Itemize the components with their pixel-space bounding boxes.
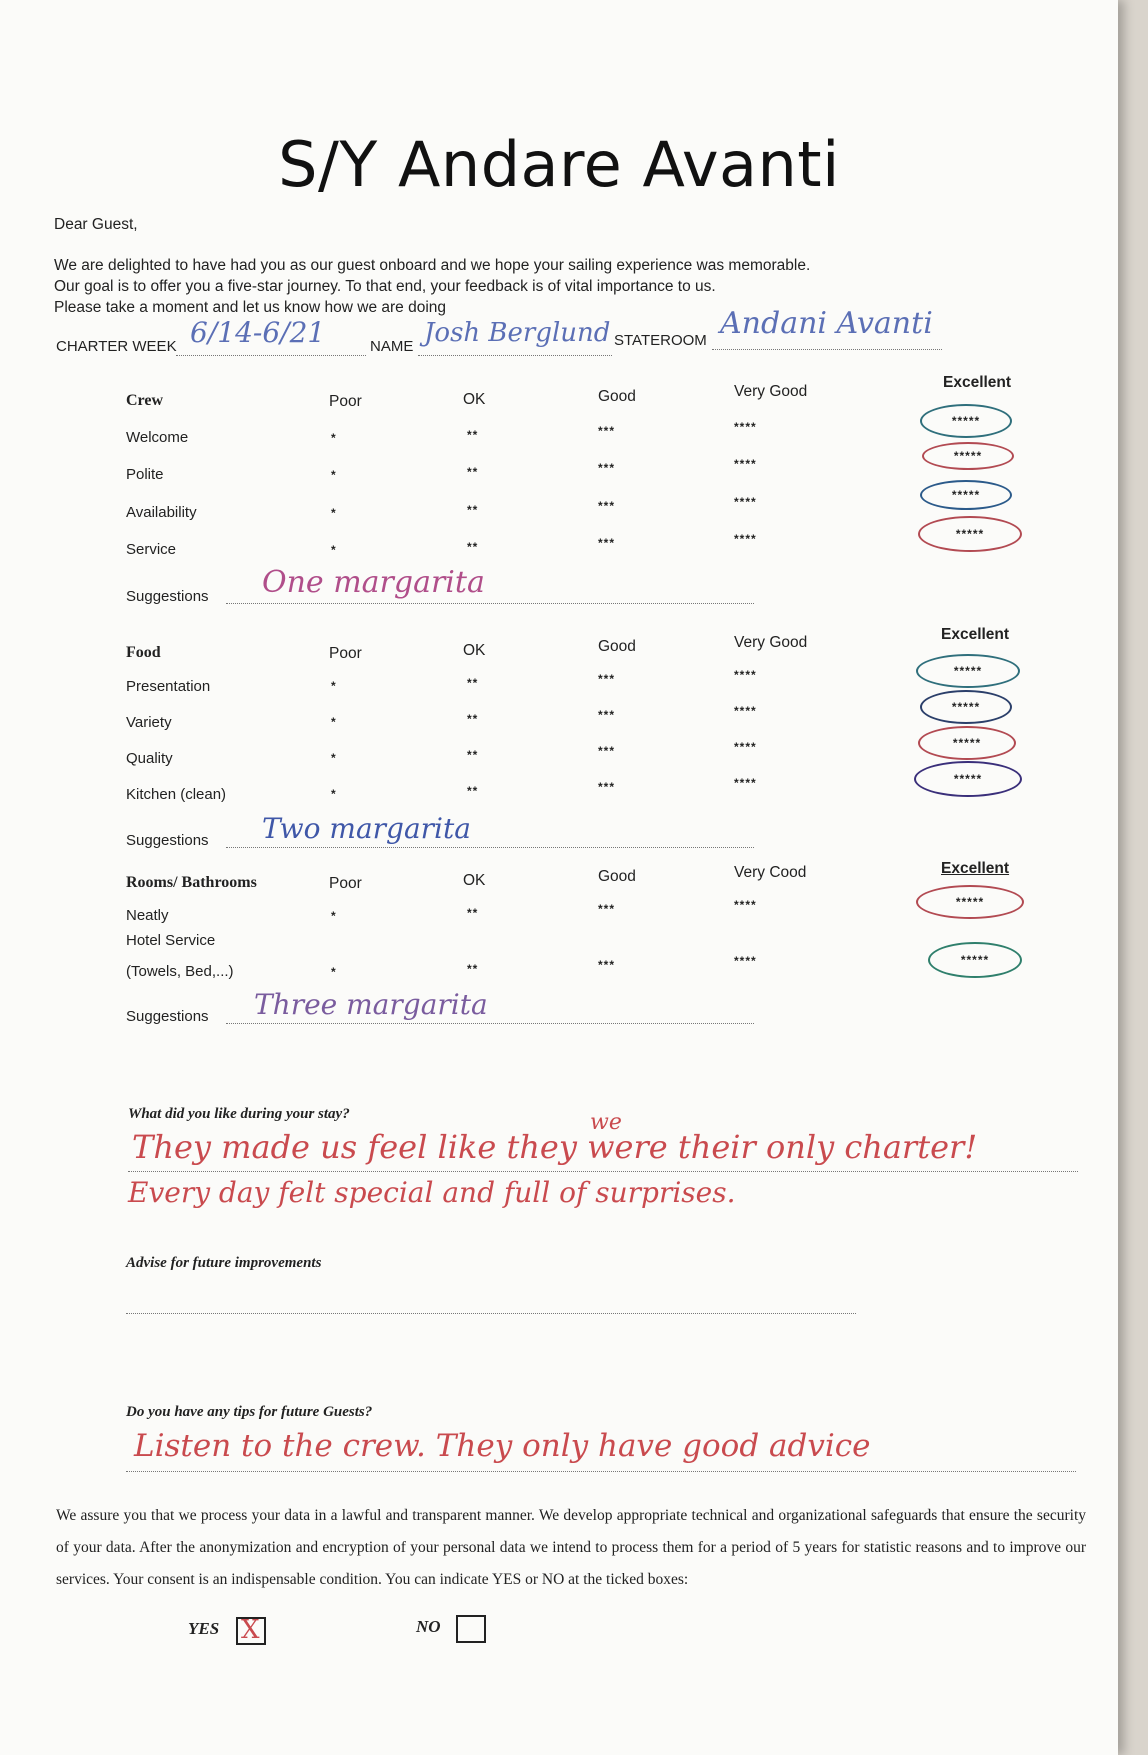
- crew-row-welcome: Welcome: [126, 429, 189, 446]
- crew-col-poor: Poor: [329, 393, 362, 410]
- crew-col-ok: OK: [463, 391, 486, 408]
- rating-star-option[interactable]: ***: [598, 424, 616, 438]
- rating-selected-excellent[interactable]: *****: [920, 404, 1012, 438]
- rating-star-option[interactable]: ****: [734, 740, 757, 754]
- liked-insert-word: we: [590, 1110, 622, 1135]
- rooms-row-hotel-service: Hotel Service: [126, 932, 216, 949]
- crew-col-excellent: Excellent: [943, 374, 1012, 391]
- rating-star-option[interactable]: ****: [734, 420, 757, 434]
- stateroom-line: [712, 349, 942, 350]
- food-suggestions-line: [226, 847, 754, 848]
- rating-star-option[interactable]: ***: [598, 958, 616, 972]
- rating-star-option[interactable]: ****: [734, 457, 757, 471]
- rooms-col-good: Good: [598, 868, 636, 885]
- crew-suggestions-line: [226, 603, 754, 604]
- rooms-col-poor: Poor: [329, 875, 362, 892]
- crew-suggestions-field[interactable]: One margarita: [262, 565, 485, 600]
- crew-col-good: Good: [598, 388, 636, 405]
- rating-star-option[interactable]: **: [467, 540, 479, 554]
- rating-star-option[interactable]: *: [331, 787, 337, 801]
- rating-selected-excellent[interactable]: *****: [916, 885, 1024, 919]
- rating-star-option[interactable]: ***: [598, 902, 616, 916]
- food-col-very-good: Very Good: [734, 634, 808, 651]
- greeting: Dear Guest,: [54, 216, 138, 233]
- rating-selected-excellent[interactable]: *****: [922, 442, 1014, 470]
- rating-star-option[interactable]: **: [467, 465, 479, 479]
- tips-answer-field[interactable]: Listen to the crew. They only have good advice: [134, 1428, 871, 1464]
- intro-line-2: Our goal is to offer you a five-star journey. To that end, your feedback is of vital importance to us.: [54, 278, 716, 295]
- food-row-kitchen: Kitchen (clean): [126, 786, 227, 803]
- rating-star-option[interactable]: *: [331, 431, 337, 445]
- rating-selected-excellent[interactable]: *****: [918, 726, 1016, 760]
- rating-star-option[interactable]: *: [331, 506, 337, 520]
- rating-star-option[interactable]: **: [467, 428, 479, 442]
- rating-star-option[interactable]: ****: [734, 495, 757, 509]
- check-mark-icon: X: [241, 1615, 260, 1645]
- rooms-suggestions-label: Suggestions: [126, 1008, 209, 1025]
- crew-row-service: Service: [126, 541, 177, 558]
- stateroom-label: STATEROOM: [614, 332, 707, 349]
- intro-line-1: We are delighted to have had you as our guest onboard and we hope your sailing experience was memorable.: [54, 257, 811, 274]
- crew-row-availability: Availability: [126, 504, 197, 521]
- food-row-variety: Variety: [126, 714, 172, 731]
- rating-star-option[interactable]: ****: [734, 898, 757, 912]
- food-row-presentation: Presentation: [126, 678, 211, 695]
- rooms-suggestions-field[interactable]: Three margarita: [254, 988, 488, 1021]
- rating-star-option[interactable]: ****: [734, 704, 757, 718]
- rating-star-option[interactable]: **: [467, 962, 479, 976]
- food-suggestions-field[interactable]: Two margarita: [262, 812, 471, 845]
- rating-selected-excellent[interactable]: *****: [920, 690, 1012, 724]
- rating-star-option[interactable]: ***: [598, 780, 616, 794]
- rating-star-option[interactable]: ****: [734, 776, 757, 790]
- rating-star-option[interactable]: ****: [734, 954, 757, 968]
- consent-no-checkbox[interactable]: [456, 1615, 486, 1643]
- intro-line-3: Please take a moment and let us know how we are doing: [54, 299, 447, 316]
- rating-selected-excellent[interactable]: *****: [920, 480, 1012, 510]
- rooms-suggestions-line: [226, 1023, 754, 1024]
- rooms-row-neatly: Neatly: [126, 907, 169, 924]
- improve-answer-field[interactable]: [126, 1313, 856, 1314]
- stateroom-field[interactable]: Andani Avanti: [720, 306, 933, 341]
- charter-week-field[interactable]: 6/14-6/21: [190, 316, 326, 349]
- liked-answer-line-1[interactable]: They made us feel like they were their only charter!: [132, 1128, 978, 1166]
- rating-star-option[interactable]: **: [467, 503, 479, 517]
- rooms-col-ok: OK: [463, 872, 486, 889]
- rating-star-option[interactable]: ***: [598, 536, 616, 550]
- rating-star-option[interactable]: ***: [598, 672, 616, 686]
- rating-star-option[interactable]: *: [331, 909, 337, 923]
- name-field[interactable]: Josh Berglund: [424, 318, 611, 348]
- consent-text: We assure you that we process your data in a lawful and transparent manner. We develop appropriate technical and organizational safeguards that ensure the security of your data. After the anonymization and encryption of your personal data we intend to process them for a period of 5 years for statistic reasons and to improve our services. Your consent is an indispensable condition. You can indicate YES or NO at the ticked boxes:: [56, 1507, 1086, 1588]
- rating-star-option[interactable]: **: [467, 676, 479, 690]
- food-col-excellent: Excellent: [941, 626, 1010, 643]
- consent-yes-checkbox[interactable]: [236, 1617, 266, 1645]
- crew-section-title: Crew: [126, 392, 164, 409]
- liked-question-label: What did you like during your stay?: [128, 1106, 350, 1122]
- rooms-col-excellent: Excellent: [941, 860, 1010, 877]
- rating-selected-excellent[interactable]: *****: [916, 654, 1020, 688]
- food-col-good: Good: [598, 638, 636, 655]
- rating-star-option[interactable]: *: [331, 468, 337, 482]
- rating-star-option[interactable]: ***: [598, 708, 616, 722]
- crew-row-polite: Polite: [126, 466, 164, 483]
- food-suggestions-label: Suggestions: [126, 832, 209, 849]
- liked-line-1: [128, 1171, 1078, 1172]
- rating-selected-excellent[interactable]: *****: [918, 516, 1022, 552]
- food-col-ok: OK: [463, 642, 486, 659]
- charter-week-line: [176, 355, 366, 356]
- improve-question-label: Advise for future improvements: [126, 1255, 322, 1271]
- rooms-section-title: Rooms/ Bathrooms: [126, 874, 257, 891]
- crew-col-very-good: Very Good: [734, 383, 808, 400]
- tips-question-label: Do you have any tips for future Guests?: [126, 1404, 373, 1420]
- crew-suggestions-label: Suggestions: [126, 588, 209, 605]
- food-row-quality: Quality: [126, 750, 173, 767]
- rooms-col-very-good: Very Cood: [734, 864, 807, 881]
- name-label: NAME: [370, 338, 414, 355]
- rating-star-option[interactable]: ****: [734, 532, 757, 546]
- rating-star-option[interactable]: **: [467, 712, 479, 726]
- rating-star-option[interactable]: ****: [734, 668, 757, 682]
- rating-star-option[interactable]: *: [331, 751, 337, 765]
- consent-no-label: NO: [416, 1617, 441, 1636]
- rating-star-option[interactable]: **: [467, 784, 479, 798]
- rating-selected-excellent[interactable]: *****: [914, 761, 1022, 797]
- rating-star-option[interactable]: *: [331, 965, 337, 979]
- rating-star-option[interactable]: ***: [598, 499, 616, 513]
- rating-star-option[interactable]: ***: [598, 461, 616, 475]
- name-line: [418, 355, 612, 356]
- rating-star-option[interactable]: **: [467, 748, 479, 762]
- rating-star-option[interactable]: **: [467, 906, 479, 920]
- rooms-row-towels-bed: (Towels, Bed,...): [126, 963, 234, 980]
- rating-selected-excellent[interactable]: *****: [928, 942, 1022, 978]
- consent-yes-label: YES: [188, 1619, 220, 1638]
- rating-star-option[interactable]: ***: [598, 744, 616, 758]
- page-title: S/Y Andare Avanti: [278, 128, 840, 201]
- charter-week-label: CHARTER WEEK: [56, 338, 177, 355]
- rating-star-option[interactable]: *: [331, 715, 337, 729]
- liked-answer-line-2[interactable]: Every day felt special and full of surprises.: [128, 1176, 736, 1209]
- rating-star-option[interactable]: *: [331, 679, 337, 693]
- tips-line: [126, 1471, 1076, 1472]
- food-col-poor: Poor: [329, 645, 362, 662]
- rating-star-option[interactable]: *: [331, 543, 337, 557]
- food-section-title: Food: [126, 644, 161, 661]
